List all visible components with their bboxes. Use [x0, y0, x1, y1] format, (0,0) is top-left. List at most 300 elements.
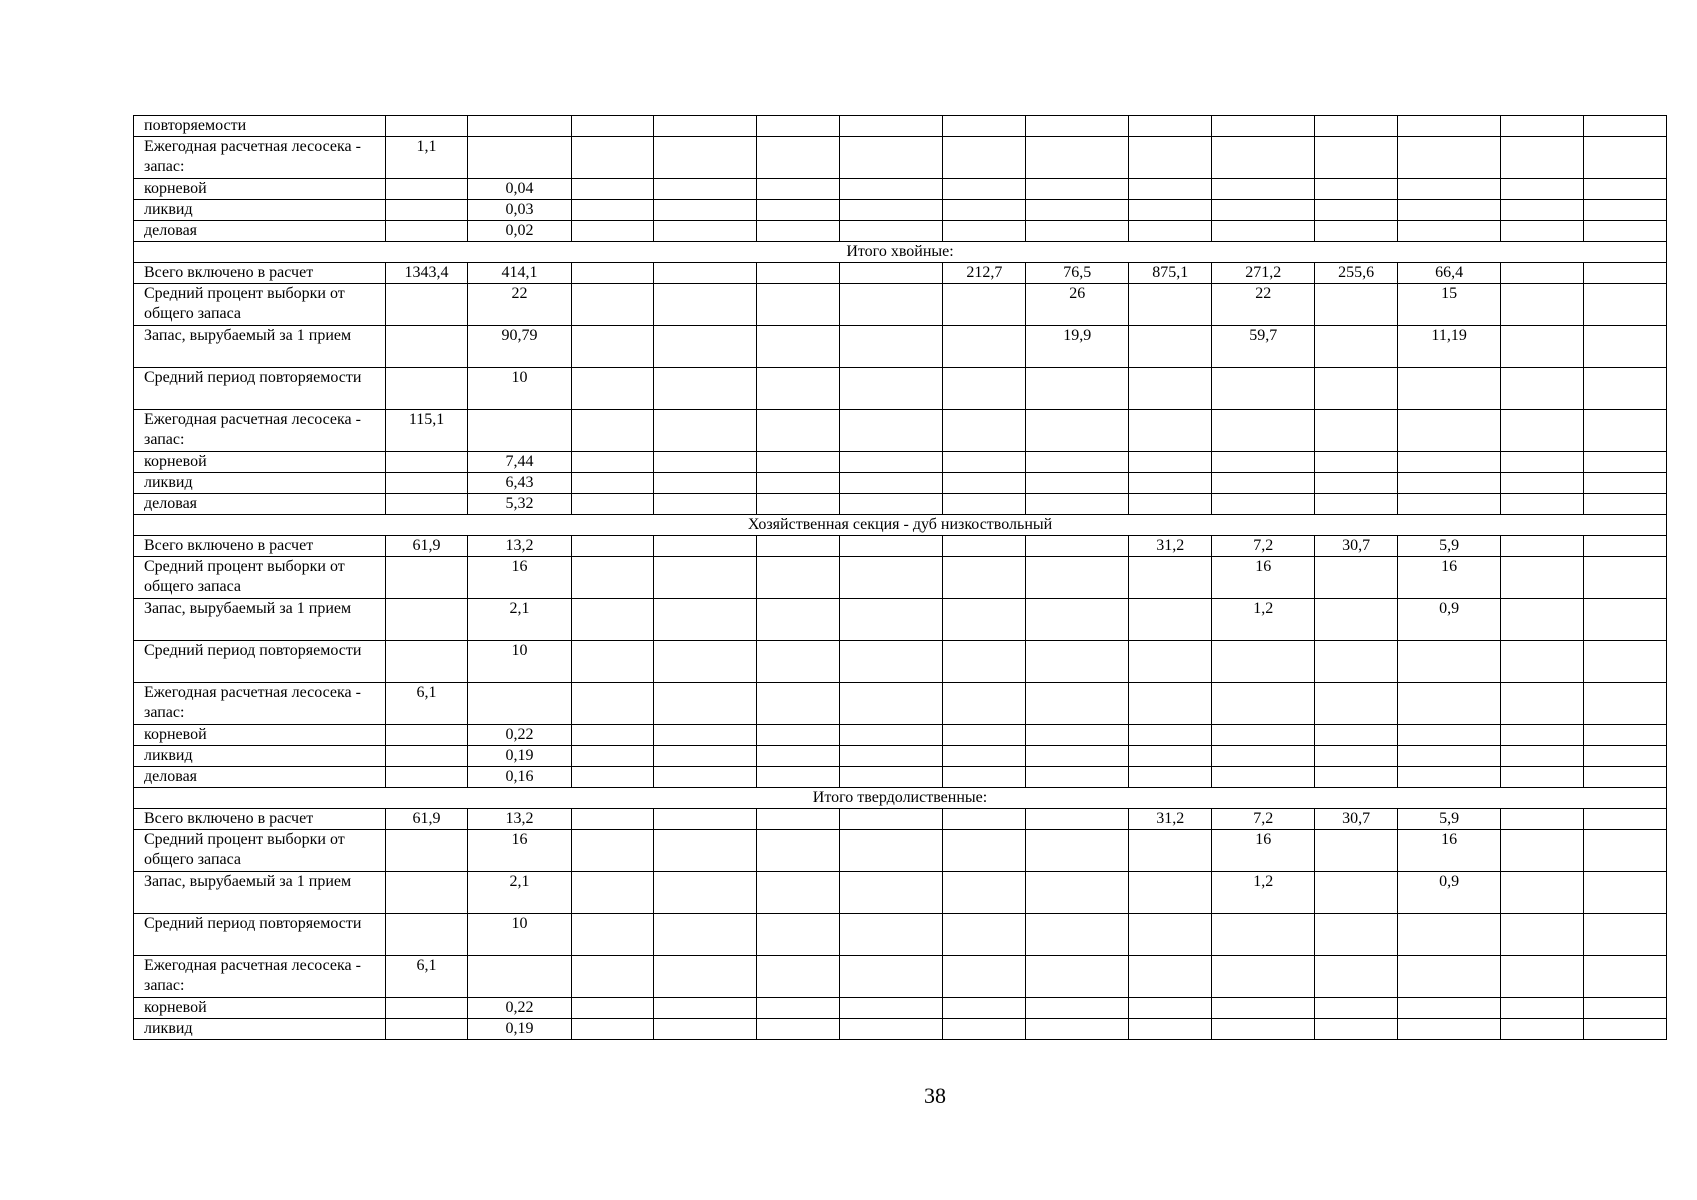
- row-label-cell: деловая: [134, 221, 386, 242]
- value-cell: [840, 116, 943, 137]
- value-cell: [1026, 137, 1129, 179]
- value-cell: [1398, 767, 1501, 788]
- row-label-cell: Ежегодная расчетная лесосека - запас:: [134, 137, 386, 179]
- value-cell: 13,2: [468, 809, 571, 830]
- table-row: [134, 830, 1667, 872]
- row-label-cell: Запас, вырубаемый за 1 прием: [134, 326, 386, 368]
- value-cell: [757, 599, 840, 641]
- value-cell: 0,03: [468, 200, 571, 221]
- value-cell: [840, 473, 943, 494]
- value-cell: [1584, 410, 1667, 452]
- row-label-cell: корневой: [134, 998, 386, 1019]
- row-label-cell: Средний период повторяемости: [134, 914, 386, 956]
- table-row: [134, 200, 1667, 221]
- value-cell: [571, 452, 654, 473]
- value-cell: [1026, 956, 1129, 998]
- value-cell: [943, 368, 1026, 410]
- value-cell: [1212, 368, 1315, 410]
- value-cell: [654, 536, 757, 557]
- table-row: [134, 494, 1667, 515]
- value-cell: [654, 263, 757, 284]
- value-cell: [1212, 179, 1315, 200]
- value-cell: [1212, 641, 1315, 683]
- value-cell: [840, 536, 943, 557]
- value-cell: [1129, 956, 1212, 998]
- value-cell: [943, 410, 1026, 452]
- page-number: 38: [924, 1083, 946, 1108]
- value-cell: [1501, 221, 1584, 242]
- value-cell: [943, 494, 1026, 515]
- value-cell: [1501, 725, 1584, 746]
- value-cell: [840, 1019, 943, 1040]
- value-cell: [385, 200, 468, 221]
- value-cell: [840, 410, 943, 452]
- value-cell: [654, 725, 757, 746]
- value-cell: [1026, 746, 1129, 767]
- value-cell: [1501, 284, 1584, 326]
- value-cell: 1,2: [1212, 872, 1315, 914]
- value-cell: [840, 284, 943, 326]
- value-cell: [385, 284, 468, 326]
- row-label-cell: ликвид: [134, 1019, 386, 1040]
- value-cell: [1584, 263, 1667, 284]
- value-cell: [1212, 767, 1315, 788]
- value-cell: [1501, 452, 1584, 473]
- value-cell: [654, 914, 757, 956]
- value-cell: [1315, 599, 1398, 641]
- value-cell: 271,2: [1212, 263, 1315, 284]
- value-cell: [943, 326, 1026, 368]
- value-cell: [654, 809, 757, 830]
- value-cell: [1501, 956, 1584, 998]
- value-cell: 11,19: [1398, 326, 1501, 368]
- value-cell: [1315, 725, 1398, 746]
- value-cell: 15: [1398, 284, 1501, 326]
- value-cell: [654, 641, 757, 683]
- value-cell: [1315, 368, 1398, 410]
- table-row: [134, 809, 1667, 830]
- value-cell: [757, 494, 840, 515]
- value-cell: [1129, 410, 1212, 452]
- value-cell: [757, 641, 840, 683]
- table-row: [134, 725, 1667, 746]
- value-cell: [385, 368, 468, 410]
- value-cell: [757, 368, 840, 410]
- value-cell: [1026, 200, 1129, 221]
- value-cell: [1584, 179, 1667, 200]
- row-label-cell: Средний процент выборки от общего запаса: [134, 557, 386, 599]
- value-cell: [840, 494, 943, 515]
- value-cell: 16: [1398, 557, 1501, 599]
- value-cell: [1584, 809, 1667, 830]
- value-cell: [1212, 221, 1315, 242]
- value-cell: [757, 221, 840, 242]
- value-cell: [840, 683, 943, 725]
- calculation-table: [133, 115, 1667, 1040]
- value-cell: [468, 410, 571, 452]
- value-cell: [1026, 557, 1129, 599]
- table-row: [134, 368, 1667, 410]
- value-cell: [757, 200, 840, 221]
- value-cell: 90,79: [468, 326, 571, 368]
- value-cell: [571, 473, 654, 494]
- value-cell: [1501, 830, 1584, 872]
- value-cell: [1026, 221, 1129, 242]
- value-cell: [1212, 914, 1315, 956]
- value-cell: [1315, 326, 1398, 368]
- value-cell: [1398, 473, 1501, 494]
- value-cell: [571, 1019, 654, 1040]
- value-cell: [654, 410, 757, 452]
- value-cell: [1315, 200, 1398, 221]
- value-cell: [1315, 179, 1398, 200]
- value-cell: [757, 410, 840, 452]
- value-cell: [1026, 809, 1129, 830]
- value-cell: 1,1: [385, 137, 468, 179]
- value-cell: [1129, 641, 1212, 683]
- value-cell: [757, 1019, 840, 1040]
- row-label-cell: корневой: [134, 725, 386, 746]
- value-cell: [840, 830, 943, 872]
- table-row: [134, 1019, 1667, 1040]
- value-cell: [1398, 116, 1501, 137]
- value-cell: [1501, 368, 1584, 410]
- value-cell: [571, 683, 654, 725]
- value-cell: 66,4: [1398, 263, 1501, 284]
- value-cell: [1129, 179, 1212, 200]
- value-cell: [1584, 221, 1667, 242]
- value-cell: [1026, 410, 1129, 452]
- value-cell: [1398, 641, 1501, 683]
- value-cell: [571, 872, 654, 914]
- value-cell: [1129, 767, 1212, 788]
- value-cell: [1398, 452, 1501, 473]
- value-cell: [571, 557, 654, 599]
- value-cell: [1584, 137, 1667, 179]
- value-cell: [571, 809, 654, 830]
- value-cell: [1315, 116, 1398, 137]
- value-cell: [1584, 914, 1667, 956]
- value-cell: [385, 557, 468, 599]
- value-cell: [1026, 599, 1129, 641]
- value-cell: [1315, 956, 1398, 998]
- value-cell: [571, 410, 654, 452]
- value-cell: [385, 221, 468, 242]
- value-cell: 13,2: [468, 536, 571, 557]
- value-cell: [1026, 452, 1129, 473]
- value-cell: [654, 956, 757, 998]
- value-cell: 2,1: [468, 872, 571, 914]
- value-cell: [840, 557, 943, 599]
- value-cell: [757, 725, 840, 746]
- value-cell: [840, 809, 943, 830]
- value-cell: [654, 284, 757, 326]
- value-cell: [1584, 536, 1667, 557]
- value-cell: [943, 725, 1026, 746]
- value-cell: [654, 326, 757, 368]
- value-cell: [1584, 326, 1667, 368]
- value-cell: [571, 998, 654, 1019]
- value-cell: [654, 494, 757, 515]
- value-cell: [757, 263, 840, 284]
- value-cell: [757, 116, 840, 137]
- value-cell: [757, 746, 840, 767]
- value-cell: [1026, 914, 1129, 956]
- table-row: [134, 179, 1667, 200]
- value-cell: 0,22: [468, 725, 571, 746]
- value-cell: [1584, 683, 1667, 725]
- value-cell: [571, 179, 654, 200]
- value-cell: [1315, 452, 1398, 473]
- value-cell: [1398, 179, 1501, 200]
- value-cell: [654, 872, 757, 914]
- value-cell: [1212, 1019, 1315, 1040]
- value-cell: [1026, 872, 1129, 914]
- table-row: [134, 116, 1667, 137]
- value-cell: [840, 221, 943, 242]
- value-cell: 16: [468, 557, 571, 599]
- value-cell: 10: [468, 368, 571, 410]
- value-cell: [1398, 725, 1501, 746]
- value-cell: [1026, 641, 1129, 683]
- value-cell: 31,2: [1129, 536, 1212, 557]
- value-cell: [1129, 116, 1212, 137]
- value-cell: [385, 641, 468, 683]
- value-cell: [943, 830, 1026, 872]
- value-cell: [840, 263, 943, 284]
- value-cell: [385, 746, 468, 767]
- value-cell: 5,32: [468, 494, 571, 515]
- value-cell: [840, 200, 943, 221]
- value-cell: [757, 683, 840, 725]
- value-cell: [571, 725, 654, 746]
- value-cell: [1129, 326, 1212, 368]
- value-cell: [385, 326, 468, 368]
- value-cell: [571, 326, 654, 368]
- value-cell: 19,9: [1026, 326, 1129, 368]
- value-cell: 30,7: [1315, 809, 1398, 830]
- value-cell: [757, 137, 840, 179]
- value-cell: [1398, 914, 1501, 956]
- value-cell: [840, 452, 943, 473]
- value-cell: [385, 914, 468, 956]
- value-cell: [654, 1019, 757, 1040]
- value-cell: [1501, 473, 1584, 494]
- value-cell: 2,1: [468, 599, 571, 641]
- value-cell: 7,2: [1212, 536, 1315, 557]
- value-cell: [1129, 368, 1212, 410]
- value-cell: [654, 746, 757, 767]
- value-cell: [1129, 725, 1212, 746]
- value-cell: [943, 872, 1026, 914]
- value-cell: [1315, 914, 1398, 956]
- value-cell: [840, 725, 943, 746]
- value-cell: 0,22: [468, 998, 571, 1019]
- value-cell: [571, 494, 654, 515]
- value-cell: [654, 767, 757, 788]
- value-cell: [1501, 263, 1584, 284]
- value-cell: [1584, 872, 1667, 914]
- value-cell: [1212, 452, 1315, 473]
- table-row: [134, 998, 1667, 1019]
- row-label-cell: деловая: [134, 767, 386, 788]
- value-cell: [1026, 368, 1129, 410]
- value-cell: [1501, 326, 1584, 368]
- value-cell: [385, 473, 468, 494]
- value-cell: [1584, 725, 1667, 746]
- value-cell: [385, 830, 468, 872]
- table-row: [134, 641, 1667, 683]
- value-cell: [1584, 746, 1667, 767]
- value-cell: [1212, 683, 1315, 725]
- value-cell: [840, 599, 943, 641]
- table-row: [134, 557, 1667, 599]
- value-cell: [654, 179, 757, 200]
- value-cell: [1501, 872, 1584, 914]
- value-cell: [1501, 200, 1584, 221]
- value-cell: 31,2: [1129, 809, 1212, 830]
- value-cell: [1501, 1019, 1584, 1040]
- value-cell: [1501, 410, 1584, 452]
- value-cell: [1584, 1019, 1667, 1040]
- value-cell: [571, 116, 654, 137]
- table-row: [134, 914, 1667, 956]
- value-cell: [385, 116, 468, 137]
- row-label-cell: Средний процент выборки от общего запаса: [134, 830, 386, 872]
- value-cell: [1501, 998, 1584, 1019]
- section-header-row: [134, 242, 1667, 263]
- value-cell: [1315, 872, 1398, 914]
- value-cell: 61,9: [385, 809, 468, 830]
- value-cell: [1584, 368, 1667, 410]
- value-cell: [1026, 830, 1129, 872]
- value-cell: [1315, 746, 1398, 767]
- value-cell: [943, 641, 1026, 683]
- value-cell: 0,04: [468, 179, 571, 200]
- value-cell: [654, 137, 757, 179]
- value-cell: [757, 284, 840, 326]
- value-cell: [1398, 998, 1501, 1019]
- value-cell: [1501, 116, 1584, 137]
- value-cell: [1501, 767, 1584, 788]
- value-cell: [840, 137, 943, 179]
- row-label-cell: Всего включено в расчет: [134, 536, 386, 557]
- value-cell: [943, 746, 1026, 767]
- value-cell: 30,7: [1315, 536, 1398, 557]
- row-label-cell: Запас, вырубаемый за 1 прием: [134, 872, 386, 914]
- value-cell: [1315, 683, 1398, 725]
- table-row: [134, 746, 1667, 767]
- section-header-row: [134, 515, 1667, 536]
- table-row: [134, 767, 1667, 788]
- value-cell: [757, 767, 840, 788]
- row-label-cell: корневой: [134, 452, 386, 473]
- value-cell: [1315, 494, 1398, 515]
- value-cell: [1315, 410, 1398, 452]
- value-cell: 0,16: [468, 767, 571, 788]
- value-cell: [571, 536, 654, 557]
- value-cell: [385, 1019, 468, 1040]
- value-cell: [1026, 116, 1129, 137]
- value-cell: [1026, 998, 1129, 1019]
- value-cell: [468, 137, 571, 179]
- section-title: Итого твердолиственные:: [134, 788, 1667, 809]
- value-cell: [1026, 1019, 1129, 1040]
- value-cell: [654, 683, 757, 725]
- row-label-cell: Средний период повторяемости: [134, 368, 386, 410]
- value-cell: [1584, 494, 1667, 515]
- value-cell: [757, 809, 840, 830]
- value-cell: [571, 221, 654, 242]
- value-cell: [943, 473, 1026, 494]
- value-cell: [385, 767, 468, 788]
- value-cell: 0,9: [1398, 872, 1501, 914]
- value-cell: [571, 914, 654, 956]
- table-row: [134, 872, 1667, 914]
- value-cell: [943, 1019, 1026, 1040]
- value-cell: [840, 179, 943, 200]
- section-title: Итого хвойные:: [134, 242, 1667, 263]
- value-cell: [1501, 683, 1584, 725]
- value-cell: [1398, 221, 1501, 242]
- value-cell: 61,9: [385, 536, 468, 557]
- value-cell: 0,19: [468, 746, 571, 767]
- value-cell: [654, 557, 757, 599]
- value-cell: [1315, 284, 1398, 326]
- value-cell: [1584, 284, 1667, 326]
- value-cell: [1026, 683, 1129, 725]
- value-cell: [1584, 200, 1667, 221]
- value-cell: [1501, 746, 1584, 767]
- row-label-cell: ликвид: [134, 200, 386, 221]
- value-cell: [943, 998, 1026, 1019]
- value-cell: [1212, 137, 1315, 179]
- value-cell: [1212, 200, 1315, 221]
- value-cell: 7,44: [468, 452, 571, 473]
- value-cell: [1212, 473, 1315, 494]
- value-cell: [840, 746, 943, 767]
- value-cell: 6,1: [385, 683, 468, 725]
- value-cell: [1026, 767, 1129, 788]
- value-cell: 7,2: [1212, 809, 1315, 830]
- value-cell: [1212, 956, 1315, 998]
- value-cell: [1026, 536, 1129, 557]
- value-cell: [571, 956, 654, 998]
- value-cell: [757, 179, 840, 200]
- value-cell: [1398, 1019, 1501, 1040]
- value-cell: [840, 872, 943, 914]
- value-cell: [1129, 473, 1212, 494]
- row-label-cell: корневой: [134, 179, 386, 200]
- value-cell: [1398, 494, 1501, 515]
- value-cell: [1129, 998, 1212, 1019]
- value-cell: [840, 914, 943, 956]
- value-cell: 26: [1026, 284, 1129, 326]
- value-cell: [1129, 683, 1212, 725]
- table-row: [134, 683, 1667, 725]
- value-cell: [757, 536, 840, 557]
- value-cell: [1315, 137, 1398, 179]
- value-cell: [757, 830, 840, 872]
- value-cell: [943, 452, 1026, 473]
- row-label-cell: ликвид: [134, 473, 386, 494]
- value-cell: 5,9: [1398, 809, 1501, 830]
- value-cell: [1584, 956, 1667, 998]
- value-cell: [571, 746, 654, 767]
- value-cell: [1129, 494, 1212, 515]
- value-cell: [385, 452, 468, 473]
- value-cell: [1315, 221, 1398, 242]
